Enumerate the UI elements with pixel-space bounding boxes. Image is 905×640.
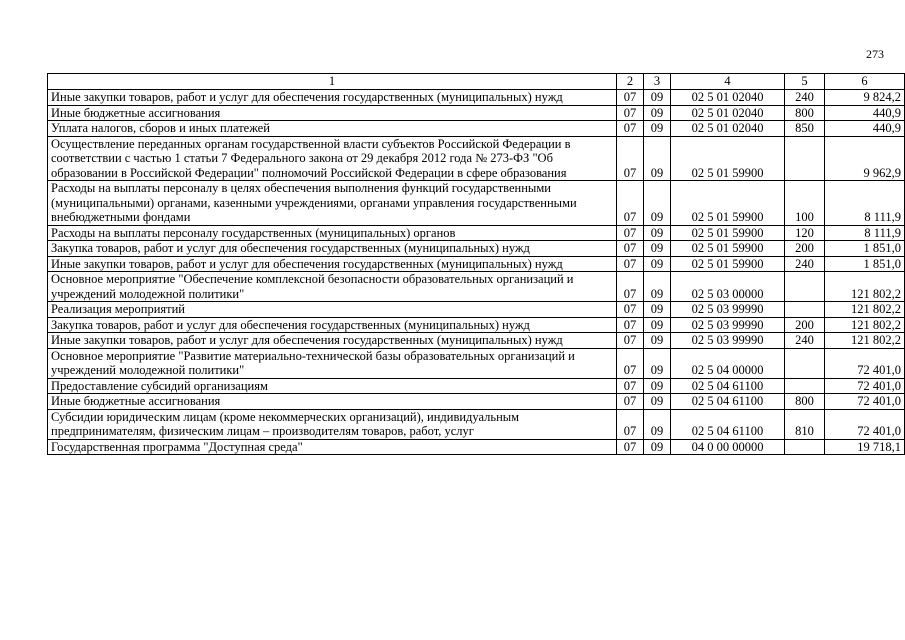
cell-name: Государственная программа "Доступная среда"	[48, 439, 617, 455]
table-row	[48, 225, 905, 241]
cell-subsection: 09	[644, 272, 671, 302]
cell-amount: 9 962,9	[825, 136, 905, 181]
cell-target-article: 02 5 01 59900	[671, 136, 785, 181]
cell-name: Основное мероприятие "Обеспечение комплексной безопасности образовательных организаций и учреждений молодежной политики"	[48, 272, 617, 302]
cell-subsection: 09	[644, 317, 671, 333]
cell-amount: 121 802,2	[825, 272, 905, 302]
cell-name: Иные закупки товаров, работ и услуг для обеспечения государственных (муниципальных) нужд	[48, 333, 617, 349]
cell-section: 07	[617, 348, 644, 378]
cell-target-article: 02 5 04 00000	[671, 348, 785, 378]
cell-expense-type: 850	[785, 121, 825, 137]
cell-target-article: 02 5 01 02040	[671, 105, 785, 121]
cell-expense-type: 240	[785, 90, 825, 106]
cell-subsection: 09	[644, 409, 671, 439]
cell-expense-type: 240	[785, 333, 825, 349]
cell-section: 07	[617, 181, 644, 226]
cell-target-article: 02 5 03 00000	[671, 272, 785, 302]
cell-section: 07	[617, 272, 644, 302]
cell-amount: 121 802,2	[825, 302, 905, 318]
cell-expense-type	[785, 378, 825, 394]
table-row	[48, 121, 905, 137]
cell-expense-type: 200	[785, 241, 825, 257]
cell-amount: 121 802,2	[825, 333, 905, 349]
cell-name: Иные закупки товаров, работ и услуг для обеспечения государственных (муниципальных) нужд	[48, 90, 617, 106]
cell-subsection: 09	[644, 333, 671, 349]
cell-target-article: 02 5 04 61100	[671, 409, 785, 439]
cell-name: Осуществление переданных органам государственной власти субъектов Российской Федерации в соответствии с частью 1 статьи 7 Федерального закона от 29 декабря 2012 года № 273-ФЗ "Об образовании в Российской Федерации" полномочий Российской Федерации в сфере образования	[48, 136, 617, 181]
cell-amount: 72 401,0	[825, 348, 905, 378]
cell-subsection: 09	[644, 121, 671, 137]
header-col-1: 1	[48, 74, 617, 90]
header-col-4: 4	[671, 74, 785, 90]
cell-subsection: 09	[644, 348, 671, 378]
cell-target-article: 02 5 03 99990	[671, 317, 785, 333]
cell-subsection: 09	[644, 302, 671, 318]
cell-expense-type: 810	[785, 409, 825, 439]
table-row	[48, 317, 905, 333]
table-row	[48, 333, 905, 349]
cell-amount: 1 851,0	[825, 241, 905, 257]
table-row	[48, 348, 905, 378]
cell-name: Иные бюджетные ассигнования	[48, 105, 617, 121]
cell-target-article: 02 5 01 59900	[671, 256, 785, 272]
cell-section: 07	[617, 90, 644, 106]
cell-amount: 19 718,1	[825, 439, 905, 455]
cell-name: Уплата налогов, сборов и иных платежей	[48, 121, 617, 137]
cell-target-article: 02 5 04 61100	[671, 394, 785, 410]
cell-section: 07	[617, 105, 644, 121]
table-row	[48, 439, 905, 455]
cell-target-article: 02 5 01 02040	[671, 121, 785, 137]
cell-target-article: 02 5 01 02040	[671, 90, 785, 106]
cell-target-article: 02 5 03 99990	[671, 302, 785, 318]
cell-amount: 72 401,0	[825, 409, 905, 439]
cell-expense-type: 200	[785, 317, 825, 333]
cell-section: 07	[617, 317, 644, 333]
cell-name: Основное мероприятие "Развитие материально-технической базы образовательных организаций и учреждений молодежной политики"	[48, 348, 617, 378]
cell-subsection: 09	[644, 136, 671, 181]
cell-expense-type: 800	[785, 394, 825, 410]
header-col-5: 5	[785, 74, 825, 90]
cell-section: 07	[617, 225, 644, 241]
cell-section: 07	[617, 394, 644, 410]
cell-expense-type: 120	[785, 225, 825, 241]
table-row	[48, 272, 905, 302]
cell-subsection: 09	[644, 241, 671, 257]
table-row	[48, 90, 905, 106]
cell-name: Иные закупки товаров, работ и услуг для обеспечения государственных (муниципальных) нужд	[48, 256, 617, 272]
table-row	[48, 136, 905, 181]
cell-name: Иные бюджетные ассигнования	[48, 394, 617, 410]
cell-expense-type	[785, 348, 825, 378]
cell-section: 07	[617, 439, 644, 455]
cell-expense-type	[785, 439, 825, 455]
budget-table	[47, 73, 905, 455]
table-row	[48, 302, 905, 318]
table-row	[48, 378, 905, 394]
cell-section: 07	[617, 136, 644, 181]
cell-amount: 121 802,2	[825, 317, 905, 333]
cell-subsection: 09	[644, 256, 671, 272]
cell-amount: 440,9	[825, 105, 905, 121]
page-number: 273	[866, 47, 884, 61]
cell-subsection: 09	[644, 90, 671, 106]
cell-target-article: 02 5 01 59900	[671, 225, 785, 241]
cell-name: Субсидии юридическим лицам (кроме некоммерческих организаций), индивидуальным предпринимателям, физическим лицам – производителям товаров, работ, услуг	[48, 409, 617, 439]
cell-subsection: 09	[644, 378, 671, 394]
cell-name: Предоставление субсидий организациям	[48, 378, 617, 394]
header-col-6: 6	[825, 74, 905, 90]
cell-amount: 8 111,9	[825, 225, 905, 241]
cell-target-article: 02 5 01 59900	[671, 181, 785, 226]
cell-amount: 440,9	[825, 121, 905, 137]
header-col-3: 3	[644, 74, 671, 90]
cell-target-article: 04 0 00 00000	[671, 439, 785, 455]
cell-section: 07	[617, 121, 644, 137]
cell-subsection: 09	[644, 439, 671, 455]
table-row	[48, 256, 905, 272]
cell-section: 07	[617, 256, 644, 272]
cell-target-article: 02 5 03 99990	[671, 333, 785, 349]
table-row	[48, 105, 905, 121]
header-row	[48, 74, 905, 90]
cell-section: 07	[617, 333, 644, 349]
cell-section: 07	[617, 409, 644, 439]
cell-amount: 9 824,2	[825, 90, 905, 106]
cell-expense-type	[785, 272, 825, 302]
cell-section: 07	[617, 378, 644, 394]
header-col-2: 2	[617, 74, 644, 90]
cell-amount: 8 111,9	[825, 181, 905, 226]
cell-expense-type: 800	[785, 105, 825, 121]
table-row	[48, 241, 905, 257]
cell-name: Расходы на выплаты персоналу государственных (муниципальных) органов	[48, 225, 617, 241]
cell-name: Закупка товаров, работ и услуг для обеспечения государственных (муниципальных) нужд	[48, 241, 617, 257]
cell-subsection: 09	[644, 225, 671, 241]
cell-amount: 1 851,0	[825, 256, 905, 272]
cell-amount: 72 401,0	[825, 394, 905, 410]
cell-target-article: 02 5 04 61100	[671, 378, 785, 394]
cell-expense-type: 240	[785, 256, 825, 272]
cell-subsection: 09	[644, 105, 671, 121]
cell-expense-type	[785, 302, 825, 318]
cell-name: Реализация мероприятий	[48, 302, 617, 318]
cell-name: Закупка товаров, работ и услуг для обеспечения государственных (муниципальных) нужд	[48, 317, 617, 333]
cell-amount: 72 401,0	[825, 378, 905, 394]
cell-section: 07	[617, 302, 644, 318]
table-row	[48, 409, 905, 439]
cell-subsection: 09	[644, 181, 671, 226]
table-row	[48, 181, 905, 226]
cell-subsection: 09	[644, 394, 671, 410]
table-row	[48, 394, 905, 410]
cell-expense-type	[785, 136, 825, 181]
cell-section: 07	[617, 241, 644, 257]
cell-name: Расходы на выплаты персоналу в целях обеспечения выполнения функций государственными (муниципальными) органами, казенными учреждениями, органами управления государственными внебюджетными фондами	[48, 181, 617, 226]
cell-expense-type: 100	[785, 181, 825, 226]
cell-target-article: 02 5 01 59900	[671, 241, 785, 257]
